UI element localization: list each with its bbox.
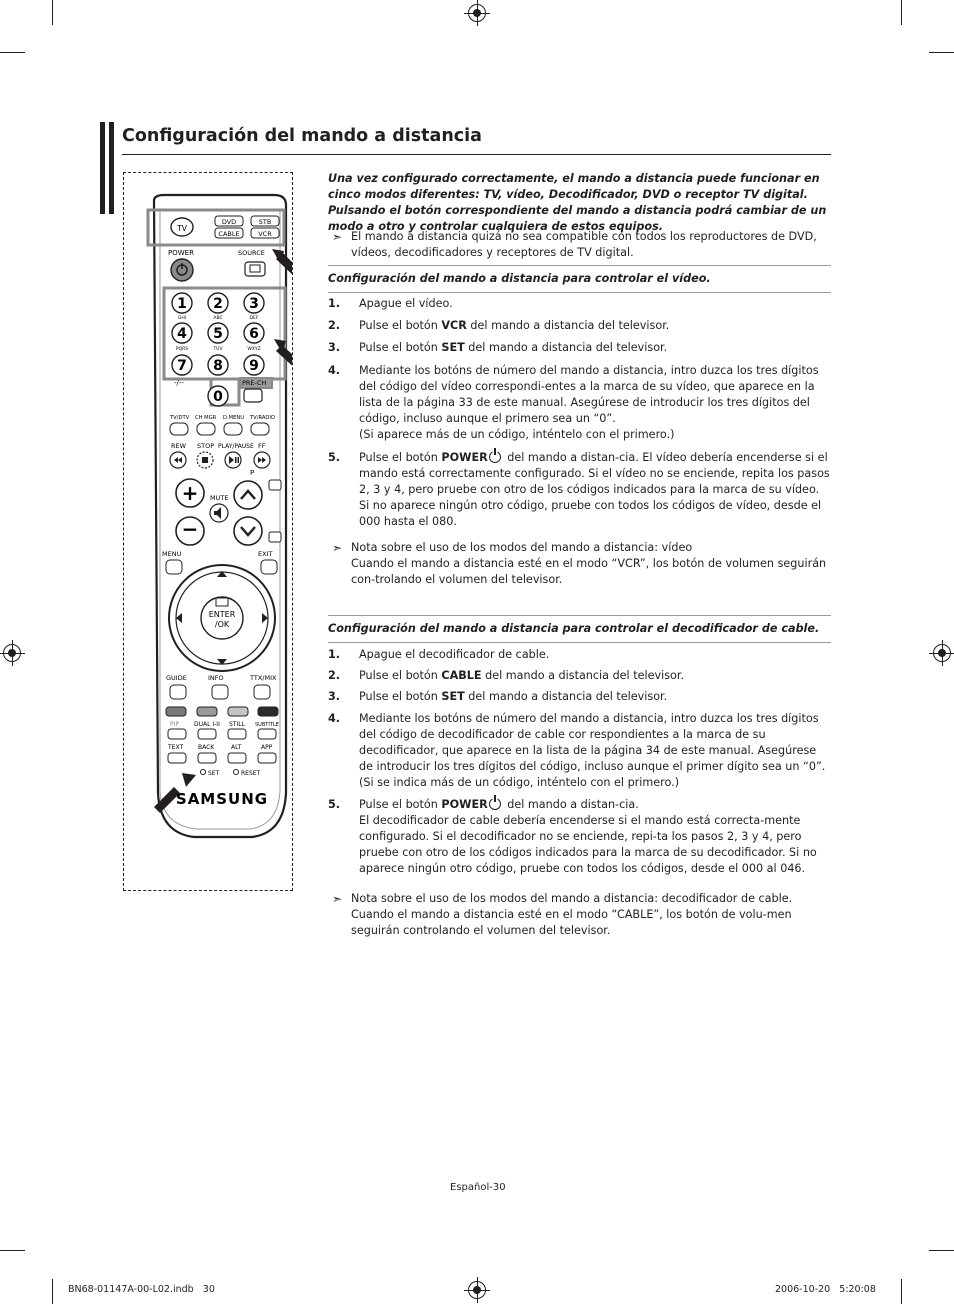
digit-9-letters: WXYZ [247, 347, 261, 352]
exit-label: EXIT [258, 550, 273, 558]
tvradio-label: TV/RADIO [250, 415, 276, 421]
step-text: del mando a distan-cia. [503, 797, 639, 811]
crop-mark [901, 1279, 902, 1304]
mute-label: MUTE [210, 494, 229, 502]
step-button-name: POWER [441, 797, 488, 811]
step-item [328, 668, 831, 684]
note-body: Cuando el mando a distancia esté en el modo “CABLE”, los botón de volu-men seguirán controlando el volumen del televisor. [351, 908, 792, 938]
step-number: 1. [328, 648, 341, 661]
crop-mark [52, 1279, 53, 1304]
vcr-mode-button: VCR [258, 230, 272, 238]
power-label: POWER [168, 249, 194, 257]
compat-note-text: El mando a distancia quizá no sea compatible con todos los reproductores de DVD, vídeos, decodificadores y receptores de TV digital. [351, 230, 817, 260]
source-label: SOURCE [238, 249, 265, 257]
digit-7-button: 7 [177, 358, 187, 374]
step-text: Apague el vídeo. [359, 297, 453, 310]
step-text: Apague el decodificador de cable. [359, 648, 550, 661]
note-arrow-icon: ➣ [332, 230, 343, 244]
dvd-mode-button: DVD [221, 218, 237, 226]
step-text: Pulse el botón [359, 341, 442, 355]
section-divider [328, 265, 831, 266]
step-item [328, 363, 831, 444]
step-text: del mando a distancia del televisor. [464, 690, 668, 704]
green-button [197, 707, 217, 716]
note-body: Cuando el mando a distancia esté en el modo “VCR”, los botón de volumen seguirán con-trolando el volumen del televisor. [351, 557, 827, 587]
digit-6-button: 6 [249, 326, 259, 342]
crop-mark [0, 52, 25, 53]
digit-8-letters: TUV [213, 347, 223, 352]
playpause-label: PLAY/PAUSE [218, 443, 254, 450]
crop-mark [0, 1250, 25, 1251]
still-label: STILL [229, 721, 245, 728]
exit-button-icon [261, 560, 277, 574]
registration-mark-icon [468, 1281, 486, 1299]
step-button-name: VCR [441, 319, 467, 333]
step-text: Pulse el botón [359, 797, 442, 811]
step-text: Pulse el botón [359, 319, 442, 333]
section-divider [328, 615, 831, 616]
note-arrow-icon: ➣ [332, 541, 343, 555]
intro-paragraph: Una vez configurado correctamente, el mando a distancia puede funcionar en cinco modos diferentes: TV, vídeo, Decodificador, DVD o receptor TV digital. Pulsando el botón correspondiente del mando a distancia podrá cambiar de un modo a otro y controlar cualquiera de estos equipos. [328, 172, 827, 233]
ff-label: FF [258, 442, 266, 450]
registration-mark-icon [3, 644, 21, 662]
digit-4-button: 4 [177, 326, 187, 342]
footer-file: BN68-01147A-00-L02.indb 30 [68, 1284, 215, 1295]
step-number: 2. [328, 669, 341, 683]
tvdtv-label: TV/DTV [170, 415, 190, 421]
cable-mode-button: CABLE [218, 230, 240, 238]
step-item [328, 340, 831, 356]
digit-0-button: 0 [213, 389, 223, 405]
svg-text:−: − [181, 517, 199, 541]
remote-control-illustration [124, 173, 292, 890]
ok-label: /OK [214, 620, 230, 629]
digit-3-button: 3 [249, 296, 259, 312]
dmenu-label: D.MENU [223, 415, 245, 421]
channel-p-label: P [250, 469, 255, 477]
step-number: 2. [328, 319, 341, 333]
info-button-icon [212, 685, 228, 699]
yellow-button [228, 707, 248, 716]
digit-7-letters: PQRS [175, 347, 189, 352]
footer-date: 2006-10-20 5:20:08 [775, 1284, 876, 1295]
reset-label: RESET [241, 770, 261, 777]
digit-5-button: 5 [213, 326, 223, 342]
crop-mark [929, 52, 954, 53]
menu-button-icon [166, 560, 182, 574]
digit-3-letters: DEF [249, 316, 259, 321]
step-item [328, 797, 831, 878]
crop-mark [929, 1250, 954, 1251]
cable-mode-note [332, 891, 831, 940]
step-item [328, 318, 831, 334]
section-tab-bar [100, 122, 105, 214]
subtitle-label: SUBTITLE [255, 722, 279, 728]
step-text: del mando a distan-cia. El vídeo debería encenderse si el mando está correctamente configurado. Si el vídeo no se enciende, repita los pasos 2, 3 y 4, pero pruebe con otro de los códigos indicados para la marca de su vídeo. Si no aparece ningún otro código, pruebe con todos los códigos de vídeo, desde el 000 hasta el 080. [359, 450, 830, 529]
page-number: Español-30 [450, 1182, 506, 1193]
step-text-extra: El decodificador de cable debería encenderse si el mando está correcta-mente configurado. Si el decodificador no se enciende, repi-ta los pasos 2, 3 y 4, pero pruebe con otro de los códigos indicados para la marca de su decodificador. Si no aparece ningún otro código, pruebe con todos los códigos, desde el 000 al 046. [359, 813, 817, 876]
section-divider [328, 292, 831, 293]
red-button [166, 707, 186, 716]
step-number: 1. [328, 297, 341, 310]
crop-mark [901, 0, 902, 25]
back-label: BACK [198, 744, 215, 751]
app-label: APP [261, 744, 273, 751]
channel-up-button-icon [234, 481, 262, 509]
digit-4-letters: GHI [177, 316, 187, 321]
video-section-heading: Configuración del mando a distancia para controlar el vídeo. [328, 272, 711, 285]
step-item [328, 647, 831, 663]
power-button-icon [171, 259, 193, 281]
step-number: 4. [328, 711, 341, 725]
enter-label: ENTER [208, 610, 236, 619]
step-button-name: POWER [441, 450, 488, 464]
svg-text:+: + [181, 481, 199, 505]
registration-mark-icon [468, 4, 486, 22]
step-button-name: CABLE [441, 669, 482, 683]
stop-label: STOP [197, 442, 215, 450]
chmgr-label: CH MGR [195, 415, 217, 421]
page-title: Configuración del mando a distancia [122, 126, 482, 146]
compat-note [332, 229, 831, 261]
section-tab-bar [109, 122, 114, 214]
menu-label: MENU [162, 550, 182, 558]
video-mode-note [332, 540, 831, 589]
source-button-icon [245, 262, 265, 276]
stb-mode-button: STB [258, 218, 272, 226]
pip-label: PIP [170, 721, 180, 728]
note-title: Nota sobre el uso de los modos del mando a distancia: vídeo [351, 541, 693, 554]
crop-mark [52, 0, 53, 25]
step-number: 4. [328, 363, 341, 377]
blue-button [258, 707, 278, 716]
alt-label: ALT [231, 744, 242, 751]
ttx-label: TTX/MIX [250, 674, 277, 682]
step-text: Pulse el botón [359, 450, 442, 464]
title-underline [122, 154, 831, 155]
ttx-button-icon [254, 685, 270, 699]
step-number: 3. [328, 690, 341, 704]
step-text: Mediante los botóns de número del mando a distancia, intro duzca los tres dígitos del código de decodificador de cable cor respondientes a la marca de su decodificador, que aparece en la lista de la página 34 de este manual. Asegúrese de introducir los tres dígitos del código, incluso aunque el primer dígito sea un “0”. [359, 711, 826, 774]
power-icon [489, 451, 501, 463]
digit-2-letters: ABC [213, 316, 223, 321]
step-item [328, 450, 831, 531]
tv-mode-button: TV [177, 224, 187, 233]
digit-2-button: 2 [213, 296, 223, 312]
step-item [328, 689, 831, 705]
step-text: del mando a distancia del televisor. [481, 669, 685, 683]
section-divider [328, 642, 831, 643]
guide-button-icon [170, 685, 186, 699]
dash-button-label: -/-- [174, 379, 184, 387]
step-button-name: SET [441, 690, 465, 704]
guide-label: GUIDE [166, 674, 187, 682]
step-button-name: SET [441, 341, 465, 355]
step-number: 3. [328, 341, 341, 355]
text-label: TEXT [168, 744, 184, 751]
step-item [328, 711, 831, 792]
step-text-extra: (Si se indica más de un código, inténtelo con el primero.) [359, 776, 680, 790]
power-icon [489, 798, 501, 810]
step-number: 5. [328, 797, 341, 811]
cable-steps-list [328, 647, 831, 883]
step-number: 5. [328, 450, 341, 464]
step-text: Pulse el botón [359, 690, 442, 704]
channel-down-button-icon [234, 517, 262, 545]
digit-1-button: 1 [177, 296, 187, 312]
rew-label: REW [171, 442, 187, 450]
step-text: Mediante los botóns de número del mando a distancia, intro duzca los tres dígitos del código del vídeo correspondi-entes a la marca de su vídeo, que aparece en la lista de la página 33 de este manual. Asegúrese de introducir los tres dígitos del código, incluso aunque el primero sea un “0”. [359, 363, 819, 426]
prech-button-label: PRE-CH [242, 379, 267, 387]
step-text: Pulse el botón [359, 669, 442, 683]
digit-9-button: 9 [249, 358, 259, 374]
video-steps-list [328, 296, 831, 537]
set-label: SET [208, 770, 220, 777]
registration-mark-icon [933, 644, 951, 662]
digit-8-button: 8 [213, 358, 223, 374]
step-item [328, 296, 831, 312]
dual-label: DUAL I-II [194, 721, 220, 728]
step-text-extra: (Si aparece más de un código, inténtelo con el primero.) [359, 428, 675, 442]
note-arrow-icon: ➣ [332, 892, 343, 906]
prech-button-icon [244, 389, 262, 402]
cable-section-heading: Configuración del mando a distancia para controlar el decodificador de cable. [328, 622, 820, 635]
note-title: Nota sobre el uso de los modos del mando a distancia: decodificador de cable. [351, 892, 793, 905]
remote-illustration-frame [123, 172, 293, 891]
step-text: del mando a distancia del televisor. [466, 319, 670, 333]
samsung-logo: SAMSUNG [175, 790, 269, 808]
step-text: del mando a distancia del televisor. [464, 341, 668, 355]
info-label: INFO [208, 674, 224, 682]
